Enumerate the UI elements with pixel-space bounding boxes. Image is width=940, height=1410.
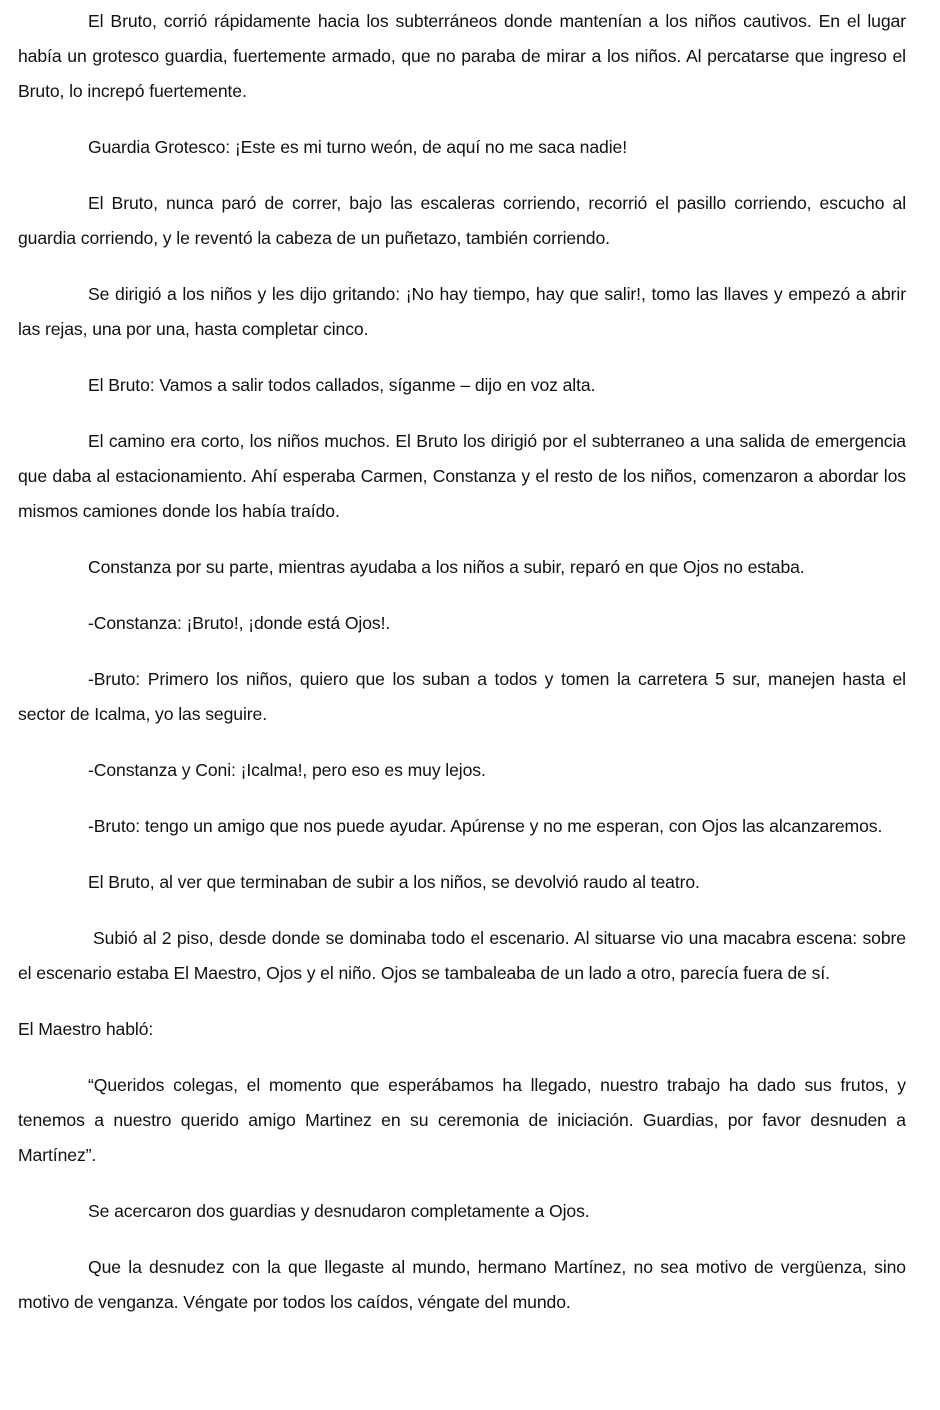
- paragraph: El Bruto, al ver que terminaban de subir a los niños, se devolvió raudo al teatro.: [88, 872, 700, 892]
- paragraph: Guardia Grotesco: ¡Este es mi turno weón, de aquí no me saca nadie!: [88, 137, 627, 157]
- paragraph: -Constanza: ¡Bruto!, ¡donde está Ojos!.: [88, 613, 391, 633]
- document-page: [18, 4, 906, 1341]
- paragraph: El Bruto, corrió rápidamente hacia los subterráneos donde mantenían a los niños cautivos. En el lugar había un grotesco guardia, fuertemente armado, que no paraba de mirar a los niños. Al percatarse que ingreso el Bruto, lo increpó fuertemente.: [18, 11, 906, 101]
- paragraph: Se dirigió a los niños y les dijo gritando: ¡No hay tiempo, hay que salir!, tomo las llaves y empezó a abrir las rejas, una por una, hasta completar cinco.: [18, 284, 906, 339]
- paragraph: “Queridos colegas, el momento que esperábamos ha llegado, nuestro trabajo ha dado sus frutos, y tenemos a nuestro querido amigo Martinez en su ceremonia de iniciación. Guardias, por favor desnuden a Martínez”.: [18, 1075, 906, 1165]
- paragraph: -Bruto: Primero los niños, quiero que los suban a todos y tomen la carretera 5 sur, manejen hasta el sector de Icalma, yo las seguire.: [18, 669, 906, 724]
- paragraph: El Bruto, nunca paró de correr, bajo las escaleras corriendo, recorrió el pasillo corriendo, escucho al guardia corriendo, y le reventó la cabeza de un puñetazo, también corriendo.: [18, 193, 906, 248]
- paragraph: Se acercaron dos guardias y desnudaron completamente a Ojos.: [88, 1201, 590, 1221]
- paragraph: Que la desnudez con la que llegaste al mundo, hermano Martínez, no sea motivo de vergüenza, sino motivo de venganza. Véngate por todos los caídos, véngate del mundo.: [18, 1257, 906, 1312]
- paragraph: El Bruto: Vamos a salir todos callados, síganme – dijo en voz alta.: [88, 375, 596, 395]
- paragraph: Constanza por su parte, mientras ayudaba a los niños a subir, reparó en que Ojos no estaba.: [88, 557, 805, 577]
- paragraph: -Bruto: tengo un amigo que nos puede ayudar. Apúrense y no me esperan, con Ojos las alcanzaremos.: [88, 816, 883, 836]
- paragraph: Subió al 2 piso, desde donde se dominaba todo el escenario. Al situarse vio una macabra escena: sobre el escenario estaba El Maestro, Ojos y el niño. Ojos se tambaleaba de un lado a otro, parecía fuera de sí.: [18, 928, 906, 983]
- paragraph: El Maestro habló:: [18, 1019, 154, 1039]
- paragraph: -Constanza y Coni: ¡Icalma!, pero eso es muy lejos.: [88, 760, 486, 780]
- paragraph: El camino era corto, los niños muchos. El Bruto los dirigió por el subterraneo a una salida de emergencia que daba al estacionamiento. Ahí esperaba Carmen, Constanza y el resto de los niños, comenzaron a abordar los mismos camiones donde los había traído.: [18, 431, 906, 521]
